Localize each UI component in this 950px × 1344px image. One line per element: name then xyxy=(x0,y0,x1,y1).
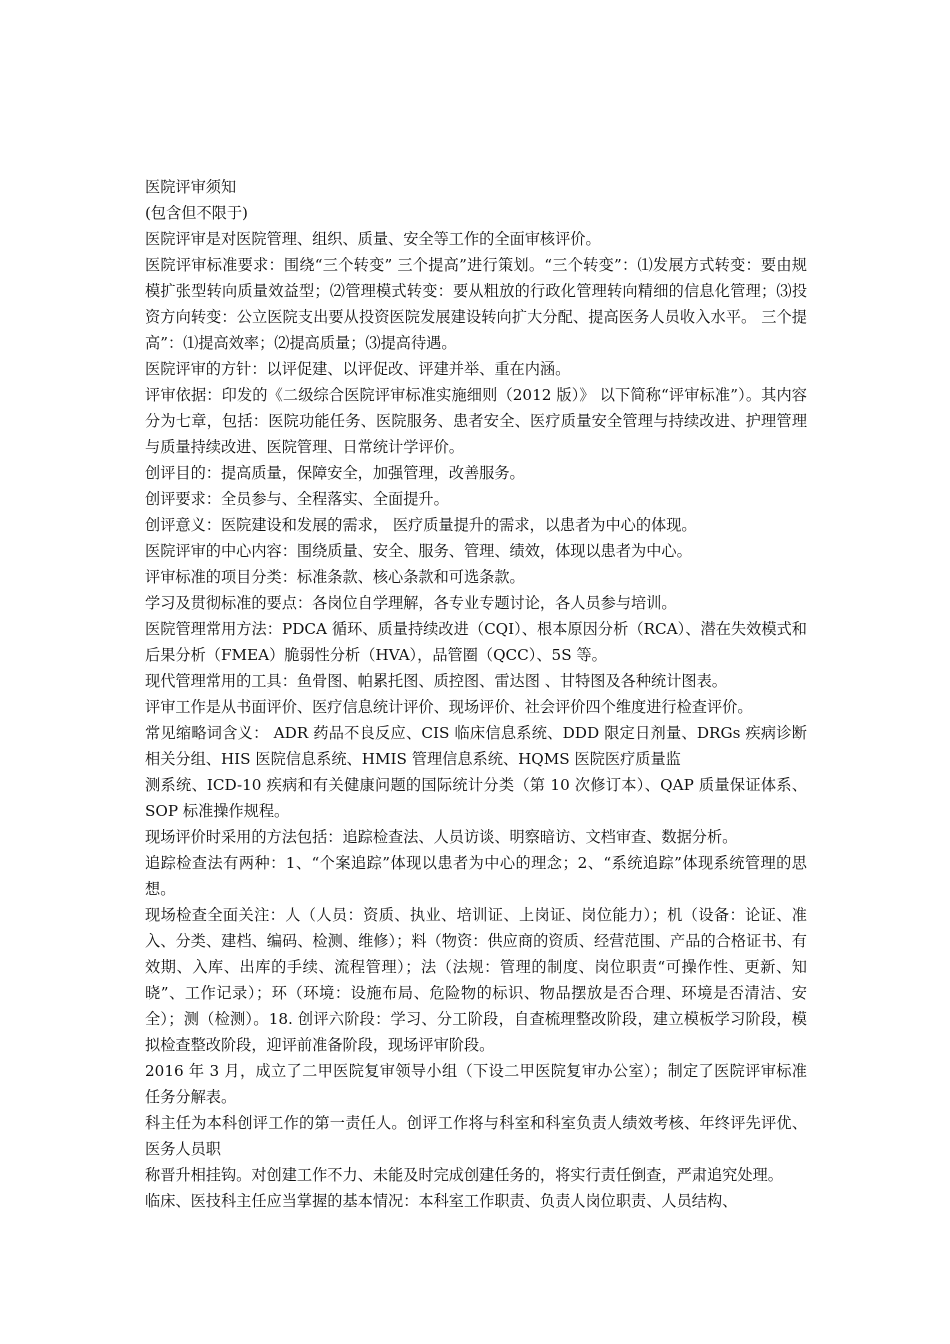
paragraph: 评审标准的项目分类：标准条款、核心条款和可选条款。 xyxy=(145,568,525,586)
paragraph: 测系统、ICD-10 疾病和有关健康问题的国际统计分类（第 10 次修订本）、QAP 质量保证体系、SOP 标准操作规程。 xyxy=(145,776,807,820)
paragraph: 医院评审是对医院管理、组织、质量、安全等工作的全面审核评价。 xyxy=(145,230,601,248)
paragraph: 2016 年 3 月，成立了二甲医院复审领导小组（下设二甲医院复审办公室）；制定了医院评审标准任务分解表。 xyxy=(145,1062,807,1106)
paragraph: 现代管理常用的工具：鱼骨图、帕累托图、质控图、雷达图 、甘特图及各种统计图表。 xyxy=(145,672,727,690)
paragraph: 创评要求：全员参与、全程落实、全面提升。 xyxy=(145,490,449,508)
paragraph: 常见缩略词含义： ADR 药品不良反应、CIS 临床信息系统、DDD 限定日剂量、DRGs 疾病诊断相关分组、HIS 医院信息系统、HMIS 管理信息系统、HQMS 医院医疗质量监 xyxy=(145,724,807,768)
paragraph: 临床、医技科主任应当掌握的基本情况：本科室工作职责、负责人岗位职责、人员结构、 xyxy=(145,1192,738,1210)
paragraph: 医院评审标准要求：围绕“三个转变” 三个提高”进行策划。“三个转变”：⑴发展方式转变：要由规模扩张型转向质量效益型；⑵管理模式转变：要从粗放的行政化管理转向精细的信息化管理；⑶投资方向转变：公立医院支出要从投资医院发展建设转向扩大分配、提高医务人员收入水平。 三个提高”：⑴提高效率；⑵提高质量；⑶提高待遇。 xyxy=(145,256,807,352)
paragraph: 评审工作是从书面评价、医疗信息统计评价、现场评价、社会评价四个维度进行检查评价。 xyxy=(145,698,753,716)
paragraph: 科主任为本科创评工作的第一责任人。创评工作将与科室和科室负责人绩效考核、年终评先评优、医务人员职 xyxy=(145,1114,807,1158)
paragraph: 创评意义：医院建设和发展的需求， 医疗质量提升的需求，以患者为中心的体现。 xyxy=(145,516,697,534)
paragraph: 现场检查全面关注：人（人员：资质、执业、培训证、上岗证、岗位能力）；机（设备：论证、准入、分类、建档、编码、检测、维修）；料（物资：供应商的资质、经营范围、产品的合格证书、有效期、入库、出库的手续、流程管理）；法（法规：管理的制度、岗位职责“可操作性、更新、知晓”、工作记录）；环（环境：设施布局、危险物的标识、物品摆放是否合理、环境是否清洁、安全）；测（检测）。18. 创评六阶段：学习、分工阶段，自查梳理整改阶段，建立模板学习阶段，模拟检查整改阶段，迎评前准备阶段，现场评审阶段。 xyxy=(145,906,807,1054)
paragraph: 医院管理常用方法：PDCA 循环、质量持续改进（CQI）、根本原因分析（RCA）、潜在失效模式和后果分析（FMEA）脆弱性分析（HVA），品管圈（QCC）、5S 等。 xyxy=(145,620,807,664)
document-subtitle: (包含但不限于) xyxy=(145,204,248,222)
document-title: 医院评审须知 xyxy=(145,178,237,196)
paragraph: 创评目的：提高质量，保障安全，加强管理，改善服务。 xyxy=(145,464,525,482)
paragraph: 现场评价时采用的方法包括：追踪检查法、人员访谈、明察暗访、文档审查、数据分析。 xyxy=(145,828,738,846)
paragraph: 追踪检查法有两种：1、“个案追踪”体现以患者为中心的理念；2、“系统追踪”体现系统管理的思想。 xyxy=(145,854,807,898)
paragraph: 医院评审的方针：以评促建、以评促改、评建并举、重在内涵。 xyxy=(145,360,571,378)
paragraph: 学习及贯彻标准的要点：各岗位自学理解，各专业专题讨论，各人员参与培训。 xyxy=(145,594,677,612)
paragraph: 评审依据：印发的《二级综合医院评审标准实施细则（2012 版）》 以下简称“评审标准”）。其内容分为七章，包括：医院功能任务、医院服务、患者安全、医疗质量安全管理与持续改进、护理管理与质量持续改进、医院管理、日常统计学评价。 xyxy=(145,386,807,456)
paragraph: 医院评审的中心内容：围绕质量、安全、服务、管理、绩效，体现以患者为中心。 xyxy=(145,542,692,560)
paragraph: 称晋升相挂钩。对创建工作不力、未能及时完成创建任务的，将实行责任倒查，严肃追究处理。 xyxy=(145,1166,783,1184)
document-body xyxy=(145,174,807,1214)
